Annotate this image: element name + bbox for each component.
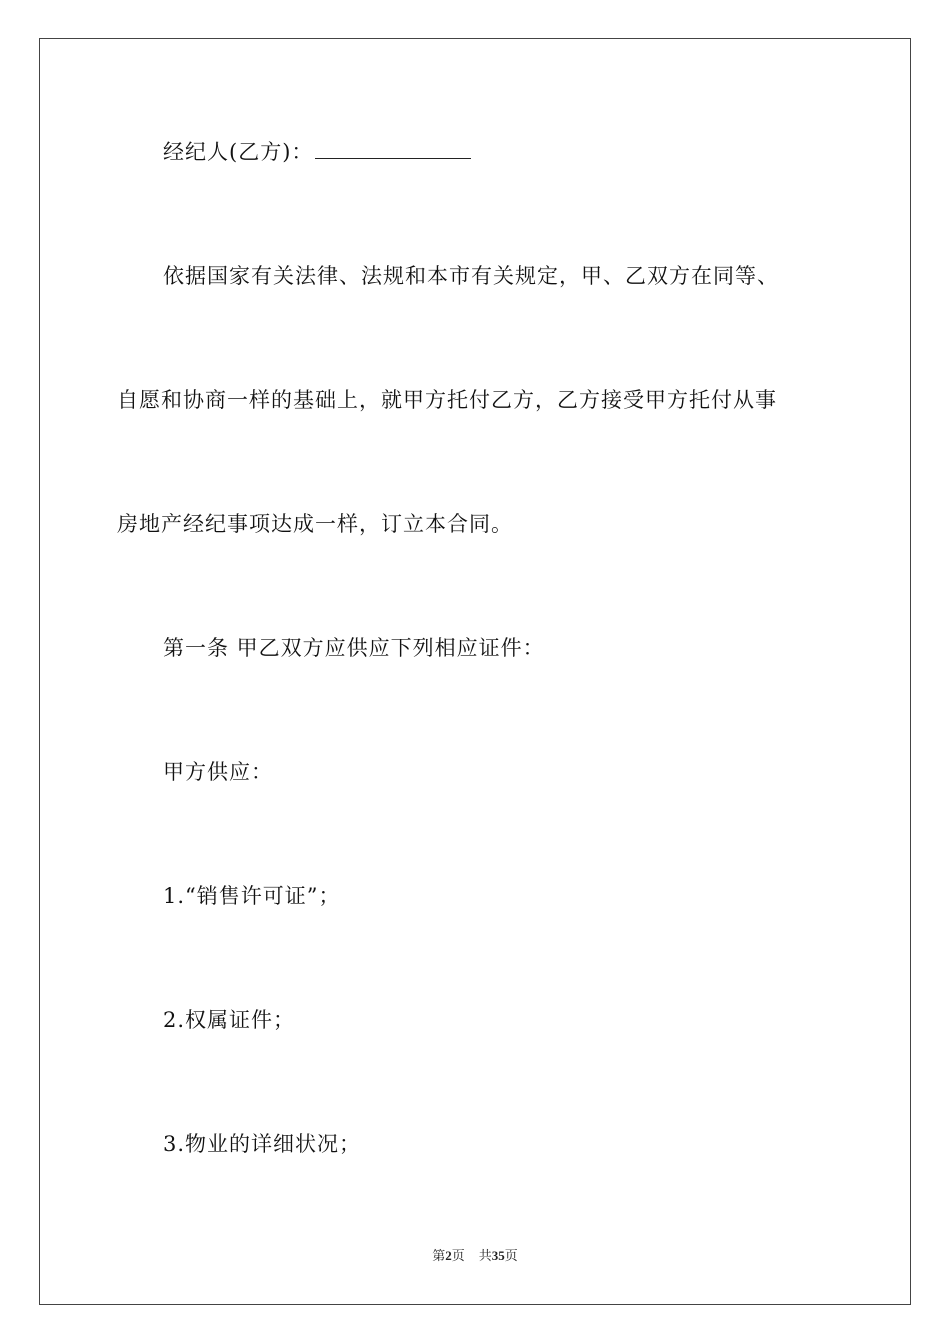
article-heading: 第一条 甲乙双方应供应下列相应证件： [163, 636, 545, 660]
list-item: 1.“销售许可证”； [163, 884, 341, 908]
paragraph-line: 房地产经纪事项达成一样，订立本合同。 [117, 512, 513, 536]
page-footer [0, 1247, 950, 1265]
page-prefix: 第 [432, 1248, 446, 1263]
paragraph-line: 依据国家有关法律、法规和本市有关规定，甲、乙双方在同等、 [163, 264, 779, 288]
agent-label: 经纪人(乙方)： [163, 140, 314, 164]
page-number: 2 [445, 1248, 452, 1263]
list-item: 2.权属证件； [163, 1008, 296, 1032]
page-border [39, 38, 911, 1305]
page-suffix: 页 [451, 1248, 465, 1263]
total-prefix: 共 [478, 1248, 492, 1263]
party-a-heading: 甲方供应： [163, 760, 273, 784]
total-pages: 35 [491, 1248, 505, 1263]
total-suffix: 页 [504, 1248, 518, 1263]
paragraph-line: 自愿和协商一样的基础上，就甲方托付乙方，乙方接受甲方托付从事 [117, 388, 777, 412]
list-item: 3.物业的详细状况； [163, 1132, 362, 1156]
agent-blank-field [315, 140, 471, 159]
agent-line [163, 138, 471, 166]
